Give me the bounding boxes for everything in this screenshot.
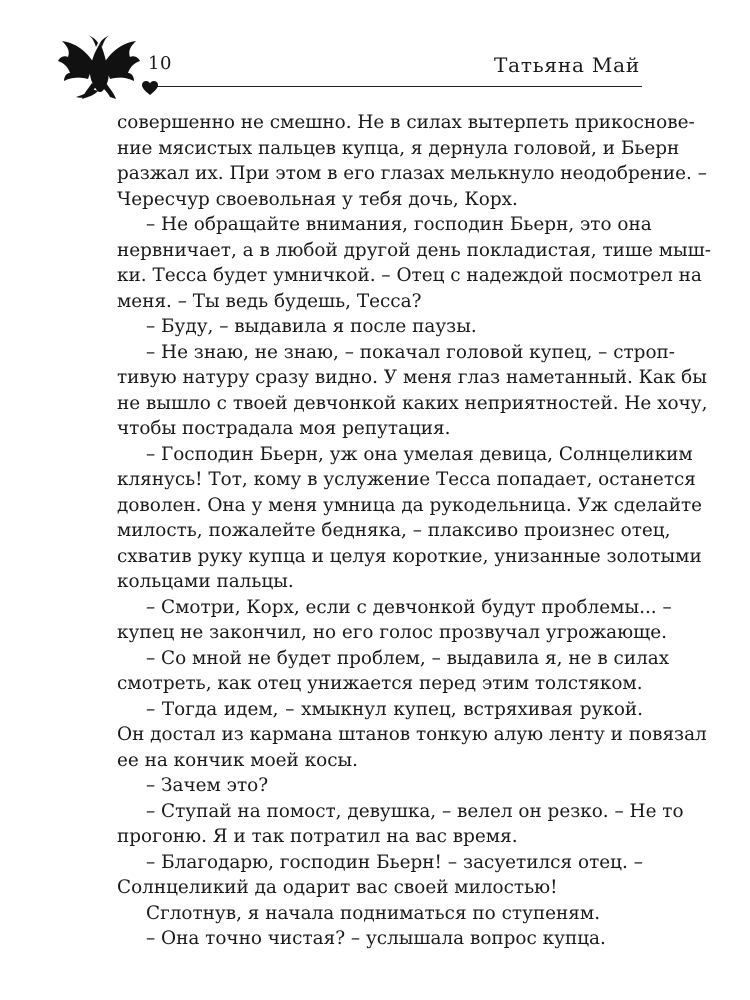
text-line: Сглотнув, я начала подниматься по ступеням. xyxy=(146,902,601,924)
header-rule xyxy=(148,86,642,87)
text-line: милость, пожалейте бедняка, – плаксиво произнес отец, xyxy=(117,520,671,541)
text-line: кольцами пальцы. xyxy=(117,571,294,592)
text-line: разжал их. При этом в его глазах мелькнуло неодобрение. – xyxy=(117,163,707,184)
text-line: – Благодарю, господин Бьерн! – засуетился отец. – xyxy=(146,851,643,873)
text-line: смотреть, как отец унижается перед этим толстяком. xyxy=(117,673,643,694)
text-line: – Не знаю, не знаю, – покачал головой купец, – строп- xyxy=(146,341,675,363)
text-line: не вышло с твоей девчонкой каких неприятностей. Не хочу, xyxy=(117,392,708,414)
text-line: – Со мной не будет проблем, – выдавила я, не в силах xyxy=(146,647,670,669)
text-line: прогоню. Я и так потратил на вас время. xyxy=(117,826,518,847)
text-line: – Она точно чистая? – услышала вопрос купца. xyxy=(146,928,606,949)
text-line: чтобы пострадала моя репутация. xyxy=(117,418,451,439)
text-line: – Зачем это? xyxy=(146,775,269,796)
text-line: – Господин Бьерн, уж она умелая девица, Солнцеликим xyxy=(146,443,693,465)
text-line: – Буду, – выдавила я после паузы. xyxy=(146,316,477,337)
text-line: ее на кончик моей косы. xyxy=(117,749,358,771)
text-line: меня. – Ты ведь будешь, Тесса? xyxy=(117,290,422,312)
text-line: – Смотри, Корх, если с девчонкой будут проблемы... – xyxy=(146,596,672,618)
dragon-emblem-icon xyxy=(58,33,140,103)
text-line: – Ступай на помост, девушка, – велел он резко. – Не то xyxy=(146,800,684,822)
text-line: нервничает, а в любой другой день покладистая, тише мыш- xyxy=(117,239,711,261)
text-line: совершенно не смешно. Не в силах вытерпеть прикоснове- xyxy=(117,112,695,133)
text-line: – Тогда идем, – хмыкнул купец, встряхивая рукой. xyxy=(146,698,643,720)
text-line: схватив руку купца и целуя короткие, унизанные золотыми xyxy=(117,545,702,567)
heart-ornament-icon xyxy=(141,80,159,96)
text-line: ние мясистых пальцев купца, я дернула головой, и Бьерн xyxy=(117,137,680,159)
text-line: Чересчур своевольная у тебя дочь, Корх. xyxy=(117,188,518,210)
text-line: – Не обращайте внимания, господин Бьерн, это она xyxy=(146,214,652,235)
text-line: купец не закончил, но его голос прозвучал угрожающе. xyxy=(117,622,667,643)
page-header xyxy=(0,0,750,110)
text-line: ки. Тесса будет умничкой. – Отец с надеждой посмотрел на xyxy=(117,265,702,286)
body-text xyxy=(117,110,711,952)
text-line: тивую натуру сразу видно. У меня глаз наметанный. Как бы xyxy=(117,367,707,388)
text-line: Он достал из кармана штанов тонкую алую ленту и повязал xyxy=(117,724,707,745)
page-number: 10 xyxy=(148,53,172,74)
text-line: клянусь! Тот, кому в услужение Тесса попадает, останется xyxy=(117,469,696,490)
text-line: доволен. Она у меня умница да рукодельница. Уж сделайте xyxy=(117,494,703,516)
text-line: Солнцеликий да одарит вас своей милостью! xyxy=(117,877,558,898)
running-head-author: Татьяна Май xyxy=(494,53,640,77)
